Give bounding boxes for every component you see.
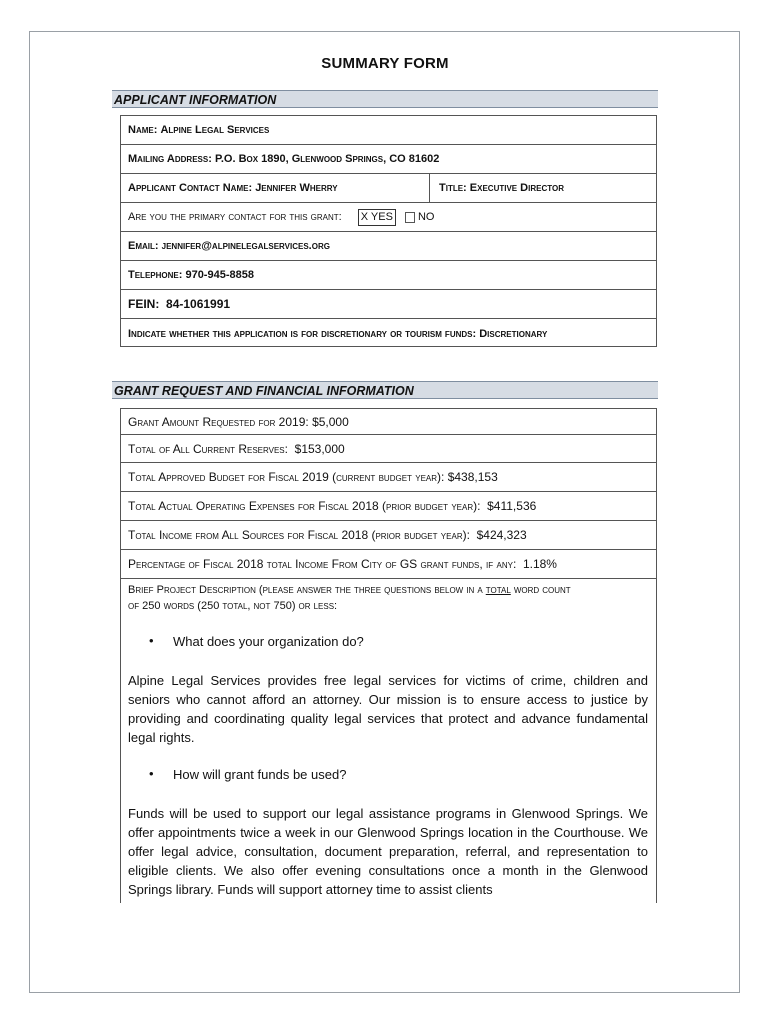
funds-value: Discretionary — [479, 327, 548, 340]
email-value: jennifer@alpinelegalservices.org — [161, 240, 330, 252]
name-label: Name: — [128, 124, 158, 136]
budget-row — [121, 463, 656, 492]
percentage-row — [121, 550, 656, 579]
fein-label: FEIN: — [128, 297, 160, 311]
income-label: Total Income from All Sources for Fiscal 2018 (prior budget year): — [128, 528, 470, 542]
email-row — [121, 232, 656, 261]
primary-contact-question: Are you the primary contact for this grant: — [128, 211, 342, 223]
expenses-label: Total Actual Operating Expenses for Fiscal 2018 (prior budget year): — [128, 499, 481, 513]
contact-row — [121, 174, 656, 203]
reserves-label: Total of All Current Reserves: — [128, 441, 288, 456]
primary-contact-row — [121, 203, 656, 232]
yes-checkbox[interactable]: X YES — [358, 209, 396, 226]
name-row — [121, 116, 656, 145]
grant-info-box — [120, 408, 657, 903]
fein-row — [121, 290, 656, 319]
column-divider — [429, 174, 430, 202]
grant-section-header: GRANT REQUEST AND FINANCIAL INFORMATION — [112, 381, 658, 399]
income-value: $424,323 — [476, 528, 527, 542]
address-label: Mailing Address: — [128, 153, 212, 165]
brief-total-underlined: total — [485, 584, 511, 596]
bullet-icon: • — [149, 633, 154, 648]
title-value: Executive Director — [469, 182, 564, 194]
contact-value: Jennifer Wherry — [255, 182, 338, 194]
funds-type-row — [121, 319, 656, 348]
grant-amount-value: $5,000 — [312, 414, 349, 429]
title-label: Title: — [439, 182, 467, 194]
brief-part2: word count — [513, 584, 571, 596]
brief-instructions — [121, 579, 656, 617]
email-label: Email: — [128, 240, 159, 252]
question-2: How will grant funds be used? — [173, 767, 347, 782]
reserves-value: $153,000 — [294, 441, 345, 456]
project-description-cell — [121, 579, 656, 903]
applicant-section-header: APPLICANT INFORMATION — [112, 90, 658, 108]
funds-question: Indicate whether this application is for discretionary or tourism funds: — [128, 327, 477, 340]
percentage-value: 1.18% — [522, 557, 557, 571]
answer-2: Funds will be used to support our legal assistance programs in Glenwood Springs. We offer appointments twice a week in our Glenwood Springs location in the Courthouse. We offer legal advice, consultation, document preparation, referral, and representation to eligible clients. We also offer evening consultations once a month in the Glenwood Springs library. Funds will support attorney time to assist clients — [128, 806, 648, 897]
expenses-row — [121, 492, 656, 521]
expenses-value: $411,536 — [487, 499, 537, 513]
answer-1: Alpine Legal Services provides free legal services for victims of crime, children and seniors who cannot afford an attorney. Our mission is to ensure access to justice by providing and coordinating quality legal services that protect and advance fundamental legal rights. — [128, 673, 648, 745]
question-1: What does your organization do? — [173, 634, 364, 649]
bullet-icon: • — [149, 766, 154, 781]
address-row — [121, 145, 656, 174]
income-row — [121, 521, 656, 550]
applicant-info-box — [120, 115, 657, 347]
no-checkbox[interactable] — [405, 212, 415, 223]
fein-value: 84-1061991 — [166, 297, 231, 311]
grant-amount-label: Grant Amount Requested for 2019: — [128, 414, 309, 429]
name-value: Alpine Legal Services — [160, 124, 270, 136]
contact-label: Applicant Contact Name: — [128, 182, 253, 194]
page-title: SUMMARY FORM — [321, 55, 449, 72]
brief-part1: Brief Project Description (please answer the three questions below in a — [128, 584, 483, 596]
reserves-row — [121, 435, 656, 463]
budget-value: $438,153 — [447, 470, 498, 484]
telephone-label: Telephone: — [128, 269, 183, 281]
percentage-label: Percentage of Fiscal 2018 total Income From City of GS grant funds, if any: — [128, 557, 517, 571]
grant-amount-row — [121, 409, 656, 435]
telephone-row — [121, 261, 656, 290]
budget-label: Total Approved Budget for Fiscal 2019 (current budget year): — [128, 470, 445, 484]
brief-line2: of 250 words (250 total, not 750) or less: — [128, 600, 338, 612]
telephone-value: 970-945-8858 — [185, 269, 254, 281]
address-value: P.O. Box 1890, Glenwood Springs, CO 81602 — [214, 153, 440, 165]
no-label: NO — [417, 211, 435, 223]
title-field — [439, 182, 564, 194]
